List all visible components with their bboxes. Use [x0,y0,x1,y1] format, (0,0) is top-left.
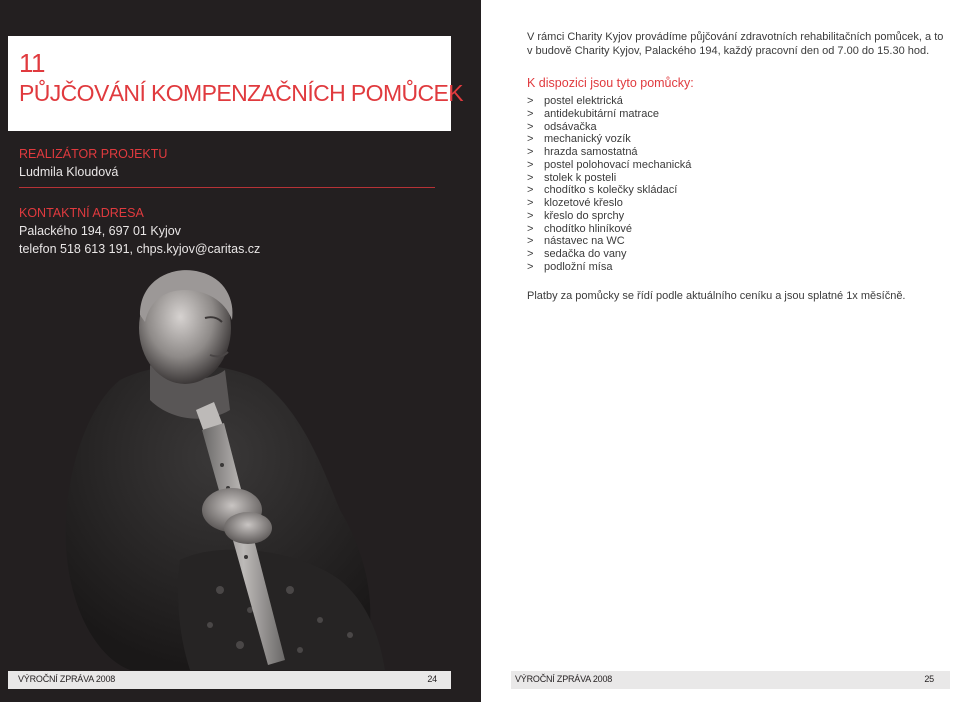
bullet-arrow: > [527,197,534,209]
footer-bar-right [511,671,950,689]
bullet-arrow: > [527,209,534,222]
footer-bar-left [8,671,451,689]
footer-title: VÝROČNÍ ZPRÁVA 2008 [18,674,116,684]
bullet-arrow: > [527,222,534,235]
right-page: V rámci Charity Kyjov provádíme půjčování zdravotních rehabilitačních pomůcek, a to v budově Charity Kyjov, Palackého 194, každý pracovní den od 7.00 do 15.30 hod. K dispozici jsou tyto pomůcky: > postel elektrická > antidekubitární matrace > odsávačka > mechanický vozík > hrazda samostatná > postel polohovací mechanická > stolek k posteli > chodítko s kolečky skládací > klozetové křeslo > křeslo do sprchy > chodítko hliníkové > nástavec na WC > sedačka do vany > podložní mísa Platby za pomůcky se řídí podle aktuálního ceníku a jsou splatné 1x měsíčně. VÝROČNÍ ZPRÁVA 2008 25 [491,0,960,702]
bullet-arrow: > [527,146,534,158]
page-gutter [481,0,491,702]
bullet-arrow: > [527,120,534,133]
payment-note: Platby za pomůcky se řídí podle aktuálního ceníku a jsou splatné 1x měsíčně. [527,290,906,302]
chapter-title: PŮJČOVÁNÍ KOMPENZAČNÍCH POMŮCEK [19,80,464,106]
bullet-arrow: > [527,184,534,197]
footer-title: VÝROČNÍ ZPRÁVA 2008 [515,674,613,684]
page-number: 25 [924,674,934,684]
bullet-arrow: > [527,107,534,120]
page-number: 24 [427,674,437,684]
bullet-arrow: > [527,95,534,107]
chapter-number: 11 [19,48,45,78]
realizer-name: Ludmila Kloudová [19,165,119,179]
bullet-arrow: > [527,235,534,248]
chapter-title-box [8,36,464,131]
realizer-label: REALIZÁTOR PROJEKTU [19,147,168,161]
section-divider [19,187,435,188]
bullet-arrow: > [527,158,534,171]
aids-list-heading: K dispozici jsou tyto pomůcky: [527,76,694,90]
elderly-woman-photo [0,260,481,670]
contact-phone: telefon 518 613 191, chps.kyjov@caritas.cz [19,242,261,256]
contact-label: KONTAKTNÍ ADRESA [19,206,144,220]
bullet-arrow: > [527,260,534,273]
contact-address: Palackého 194, 697 01 Kyjov [19,224,181,238]
bullet-arrow: > [527,248,534,260]
bullet-arrow: > [527,133,534,146]
bullet-arrow: > [527,171,534,184]
intro-paragraph: V rámci Charity Kyjov provádíme půjčování zdravotních rehabilitačních pomůcek, a to v budově Charity Kyjov, Palackého 194, každý pracovní den od 7.00 do 15.30 hod. [527,31,944,57]
